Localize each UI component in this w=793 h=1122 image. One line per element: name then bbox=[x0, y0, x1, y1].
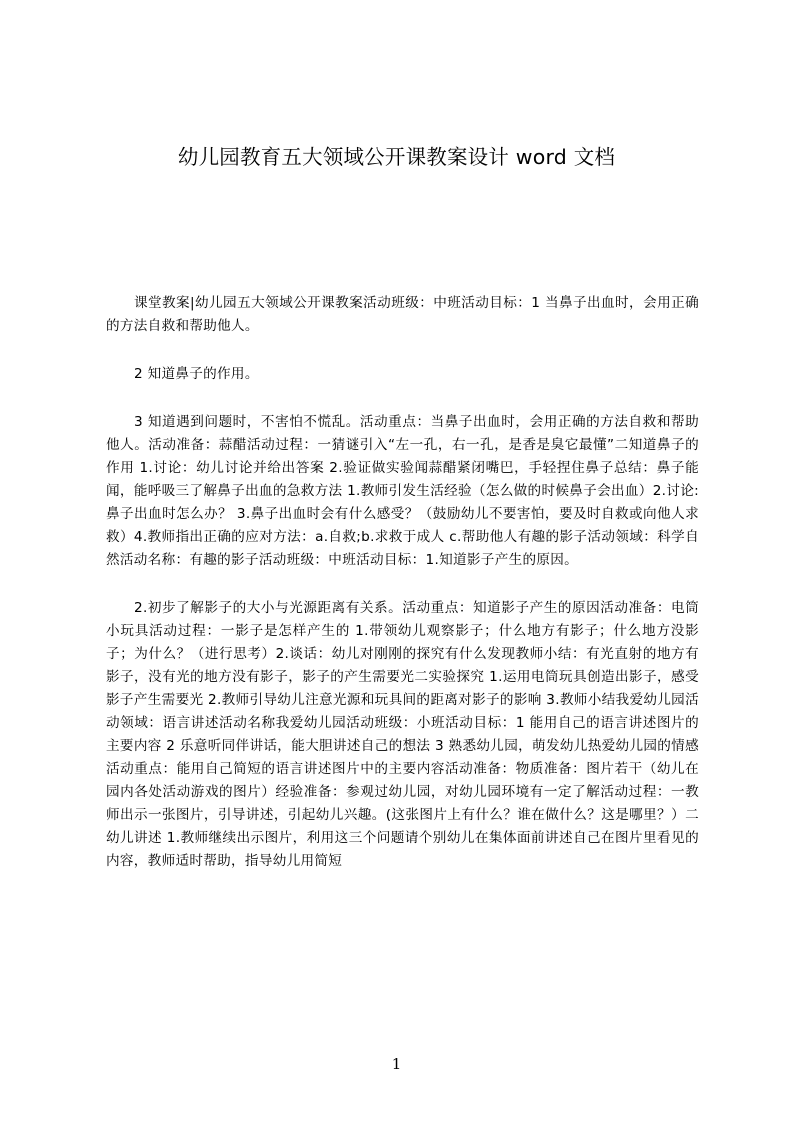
paragraph-4: 2.初步了解影子的大小与光源距离有关系。活动重点：知道影子产生的原因活动准备：电筒小玩具活动过程：一影子是怎样产生的 1.带领幼儿观察影子；什么地方有影子；什么地方没影子；为什么？（进行思考）2.谈话：幼儿对刚刚的探究有什么发现教师小结：有光直射的地方有影子，没有光的地方没有影子，影子的产生需要光二实验探究 1.运用电筒玩具创造出影子，感受影子产生需要光 2.教师引导幼儿注意光源和玩具间的距离对影子的影响 3.教师小结我爱幼儿园活动领域：语言讲述活动名称我爱幼儿园活动班级：小班活动目标：1 能用自己的语言讲述图片的主要内容 2 乐意听同伴讲话，能大胆讲述自己的想法 3 熟悉幼儿园，萌发幼儿热爱幼儿园的情感活动重点：能用自己简短的语言讲述图片中的主要内容活动准备：物质准备：图片若干（幼儿在园内各处活动游戏的图片）经验准备：参观过幼儿园，对幼儿园环境有一定了解活动过程：一教师出示一张图片，引导讲述，引起幼儿兴趣。(这张图片上有什么？谁在做什么？这是哪里？）二幼儿讲述 1.教师继续出示图片，利用这三个问题请个别幼儿在集体面前讲述自己在图片里看见的内容，教师适时帮助，指导幼儿用简短 bbox=[106, 600, 699, 869]
document-title: 幼儿园教育五大领域公开课教案设计 word 文档 bbox=[177, 145, 616, 169]
document-body bbox=[106, 292, 699, 873]
paragraph-1: 课堂教案|幼儿园五大领域公开课教案活动班级：中班活动目标：1 当鼻子出血时，会用正确的方法自救和帮助他人。 bbox=[106, 295, 699, 334]
page-number: 1 bbox=[391, 1055, 402, 1073]
paragraph-3: 3 知道遇到问题时，不害怕不慌乱。活动重点：当鼻子出血时，会用正确的方法自救和帮助他人。活动准备：蒜醋活动过程：一猜谜引入“左一孔，右一孔，是香是臭它最懂”二知道鼻子的作用 1.讨论：幼儿讨论并给出答案 2.验证做实验闻蒜醋紧闭嘴巴，手轻捏住鼻子总结：鼻子能闻，能呼吸三了解鼻子出血的急救方法 1.教师引发生活经验（怎么做的时候鼻子会出血）2.讨论:鼻子出血时怎么办？ 3.鼻子出血时会有什么感受？（鼓励幼儿不要害怕，要及时自救或向他人求救）4.教师指出正确的应对方法：a.自救;b.求救于成人 c.帮助他人有趣的影子活动领域：科学自然活动名称：有趣的影子活动班级：中班活动目标：1.知道影子产生的原因。 bbox=[106, 414, 699, 568]
paragraph-2: 2 知道鼻子的作用。 bbox=[134, 366, 259, 382]
